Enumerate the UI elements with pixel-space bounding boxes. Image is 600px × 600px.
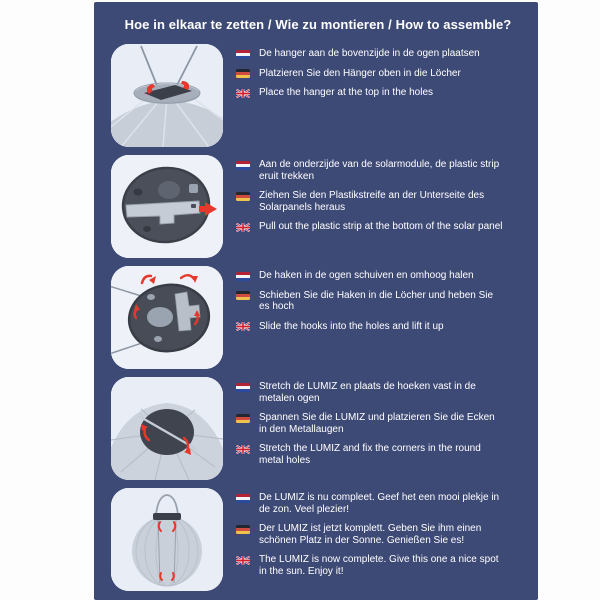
uk-flag-icon bbox=[236, 556, 250, 565]
instruction-text-nl: De hanger aan de bovenzijde in de ogen plaatsen bbox=[259, 48, 480, 59]
step-2 bbox=[111, 155, 525, 258]
instruction-de bbox=[236, 68, 505, 80]
instruction-text-de: Platzieren Sie den Hänger oben in die Löcher bbox=[259, 67, 461, 79]
solar-module-bottom-illustration bbox=[111, 155, 223, 258]
stretch-drawing bbox=[111, 377, 223, 480]
uk-flag-icon bbox=[236, 89, 250, 98]
step-5-instructions bbox=[236, 488, 505, 591]
instruction-text-nl: Aan de onderzijde van de solarmodule, de plastic strip eruit trekken bbox=[259, 159, 500, 182]
instruction-text-de: Spannen Sie die LUMIZ und platzieren Sie die Ecken in den Metallaugen bbox=[259, 412, 495, 435]
germany-flag-icon bbox=[236, 69, 250, 78]
step-1 bbox=[111, 44, 525, 147]
hooks-drawing bbox=[111, 266, 223, 369]
step-3 bbox=[111, 266, 525, 369]
instruction-de bbox=[236, 412, 505, 435]
instruction-text-en: The LUMIZ is now complete. Give this one a nice spot in the sun. Enjoy it! bbox=[259, 554, 499, 577]
step-1-instructions bbox=[236, 44, 505, 147]
page-title: Hoe in elkaar te zetten / Wie zu montieren / How to assemble? bbox=[124, 17, 512, 32]
netherlands-flag-icon bbox=[236, 50, 250, 59]
instruction-text-de: Schieben Sie die Haken in die Löcher und heben Sie es hoch bbox=[259, 289, 494, 312]
instruction-en bbox=[236, 221, 505, 233]
instruction-text-en: Slide the hooks into the holes and lift it up bbox=[259, 320, 444, 332]
netherlands-flag-icon bbox=[236, 494, 250, 503]
instruction-en bbox=[236, 443, 505, 466]
germany-flag-icon bbox=[236, 192, 250, 201]
instruction-nl bbox=[236, 270, 505, 282]
instruction-nl bbox=[236, 381, 505, 404]
germany-flag-icon bbox=[236, 525, 250, 534]
instruction-nl bbox=[236, 159, 505, 182]
plastic-strip-drawing bbox=[111, 155, 223, 258]
instruction-text-en: Stretch the LUMIZ and fix the corners in the round metal holes bbox=[259, 443, 481, 466]
step-5 bbox=[111, 488, 525, 591]
instruction-text-de: Ziehen Sie den Plastikstreife an der Unterseite des Solarpanels heraus bbox=[259, 190, 485, 213]
lantern-top-hanger-drawing bbox=[111, 44, 223, 147]
germany-flag-icon bbox=[236, 414, 250, 423]
uk-flag-icon bbox=[236, 223, 250, 232]
instruction-en bbox=[236, 554, 505, 577]
instruction-de bbox=[236, 190, 505, 213]
step-4-instructions bbox=[236, 377, 505, 480]
instruction-nl bbox=[236, 48, 505, 60]
instruction-nl bbox=[236, 492, 505, 515]
step-4 bbox=[111, 377, 525, 480]
instruction-en bbox=[236, 321, 505, 333]
hooks-into-holes-illustration bbox=[111, 266, 223, 369]
steps-list bbox=[111, 44, 525, 591]
instruction-text-en: Pull out the plastic strip at the bottom of the solar panel bbox=[259, 221, 503, 232]
instruction-text-nl: Stretch de LUMIZ en plaats de hoeken vast in de metalen ogen bbox=[259, 381, 476, 404]
complete-lantern-illustration bbox=[111, 488, 223, 591]
instruction-text-nl: De LUMIZ is nu compleet. Geef het een mooi plekje in de zon. Veel plezier! bbox=[259, 492, 500, 515]
netherlands-flag-icon bbox=[236, 272, 250, 281]
netherlands-flag-icon bbox=[236, 383, 250, 392]
complete-lantern-drawing bbox=[111, 488, 223, 591]
instruction-text-de: Der LUMIZ ist jetzt komplett. Geben Sie ihm einen schönen Platz in der Sonne. Genießen Sie es! bbox=[259, 523, 482, 546]
step-2-instructions bbox=[236, 155, 505, 258]
lantern-top-hanger-illustration bbox=[111, 44, 223, 147]
step-3-instructions bbox=[236, 266, 505, 369]
instruction-text-nl: De haken in de ogen schuiven en omhoog halen bbox=[259, 270, 474, 281]
instruction-en bbox=[236, 87, 505, 99]
instruction-text-en: Place the hanger at the top in the holes bbox=[259, 87, 434, 98]
uk-flag-icon bbox=[236, 445, 250, 454]
germany-flag-icon bbox=[236, 291, 250, 300]
instruction-de bbox=[236, 523, 505, 546]
stretch-corners-illustration bbox=[111, 377, 223, 480]
instruction-de bbox=[236, 290, 505, 313]
netherlands-flag-icon bbox=[236, 161, 250, 170]
instruction-card bbox=[94, 2, 538, 600]
uk-flag-icon bbox=[236, 322, 250, 331]
